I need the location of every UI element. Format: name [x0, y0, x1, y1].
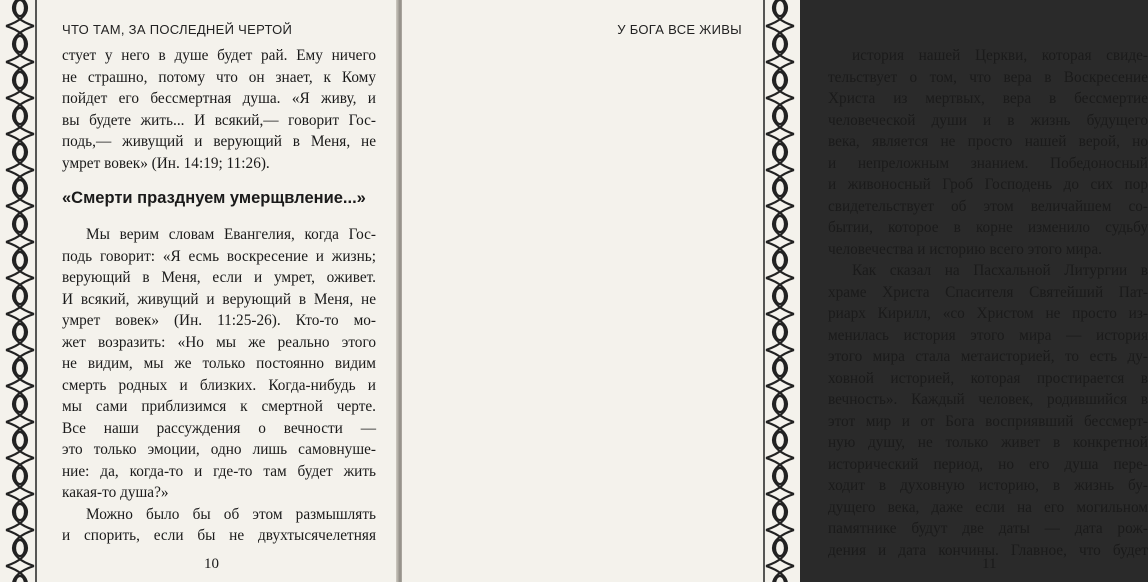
text-line: человечества и историю всего этого мира.: [828, 240, 1102, 258]
right-body-text: [828, 45, 1148, 561]
text-line: ходит в духовную историю, в жизнь бу-: [828, 477, 1148, 494]
running-header: У БОГА ВСЕ ЖИВЫ: [617, 22, 742, 37]
text-line: этот мир и от Бога восприявший бессмерт-: [828, 412, 1148, 430]
text-line: и непреложным знанием. Победоносный: [828, 154, 1148, 172]
text-line: верующий в Меня, если и умрет, оживет.: [62, 269, 376, 286]
text-line: ние: да, когда-то и где-то там будет жить: [62, 462, 376, 480]
text-line: Все наши рассуждения о вечности —: [62, 419, 376, 437]
text-line: ную душу, не только живет в конкретной: [828, 434, 1148, 451]
celtic-knot-border-icon: [0, 0, 40, 582]
text-line: умрет вовек» (Ин. 14:19; 11:26).: [62, 154, 270, 172]
text-line: Можно было бы об этом размышлять: [86, 505, 376, 523]
text-line: вечность». Каждый человек, родившийся в: [828, 391, 1148, 408]
text-line: ховной историей, которая простирается в: [828, 369, 1148, 387]
text-line: дения и дата кончины. Главное, что будет: [828, 541, 1148, 559]
running-header: ЧТО ТАМ, ЗА ПОСЛЕДНЕЙ ЧЕРТОЙ: [62, 22, 293, 37]
right-page: [402, 0, 1148, 582]
text-line: стует у него в душе будет рай. Ему ничего: [62, 47, 376, 64]
text-line: мы сами приблизимся к смертной черте.: [62, 398, 376, 415]
text-line: менилась история этого мира — история: [828, 326, 1148, 344]
text-line: это только эмоции, одно лишь самовнуше-: [62, 441, 376, 458]
text-line: пойдет его бессмертная душа. «Я живу, и: [62, 90, 376, 107]
text-line: смерть родных и близких. Когда-нибудь и: [62, 376, 376, 394]
text-line: Мы верим словам Евангелия, когда Гос-: [86, 226, 376, 243]
text-line: бытии, которое в корне изменило судьбу: [828, 219, 1148, 236]
text-line: этого мира стала метаисторией, то есть ду-: [828, 348, 1148, 365]
text-line: вы будете жить... И всякий,— говорит Гос-: [62, 111, 376, 129]
text-line: дущего века, даже если на его могильном: [828, 498, 1148, 516]
text-line: Как сказал на Пасхальной Литургии в: [852, 262, 1148, 279]
text-line: тельствует о том, что вера в Воскресение: [828, 68, 1148, 86]
left-page: [0, 0, 398, 582]
text-line: И всякий, живущий и верующий в Меня, не: [62, 290, 376, 308]
left-body-text: [62, 45, 376, 547]
section-heading: «Смерти празднуем умерщвление...»: [62, 189, 366, 207]
text-line: история нашей Церкви, которая свиде-: [852, 47, 1148, 64]
text-line: риарх Кирилл, «со Христом не просто из-: [828, 305, 1148, 322]
text-line: памятнике будут две даты — дата рож-: [828, 520, 1148, 537]
text-line: исторический период, но его душа пере-: [828, 455, 1148, 473]
text-line: не страшно, потому что он знает, к Кому: [62, 68, 376, 86]
text-line: храме Христа Спасителя Святейший Пат-: [828, 283, 1148, 301]
text-line: подь,— живущий и верующий в Меня, не: [62, 133, 376, 150]
page-number: 11: [982, 556, 997, 572]
text-line: века, является не просто нашей верой, но: [828, 133, 1148, 150]
text-line: и живоносный Гроб Господень до сих пор: [828, 176, 1148, 193]
text-line: подь говорит: «Я есмь воскресение и жизнь;: [62, 247, 376, 265]
text-line: не видим, мы же только постоянно видим: [62, 355, 376, 372]
text-line: жет возразить: «Но мы же реально этого: [62, 333, 376, 351]
text-line: свидетельствует об этом величайшем со-: [828, 197, 1148, 215]
text-line: Христа из мертвых, вера в бессмертие: [828, 90, 1148, 107]
page-number: 10: [204, 556, 219, 572]
text-line: какая-то душа?»: [62, 484, 169, 501]
text-line: и спорить, если бы не двухтысячелетняя: [62, 527, 376, 544]
text-line: умрет вовек» (Ин. 11:25-26). Кто-то мо-: [62, 312, 376, 329]
text-line: человеческой души и в жизнь будущего: [828, 111, 1148, 129]
celtic-knot-border-icon: [760, 0, 800, 582]
